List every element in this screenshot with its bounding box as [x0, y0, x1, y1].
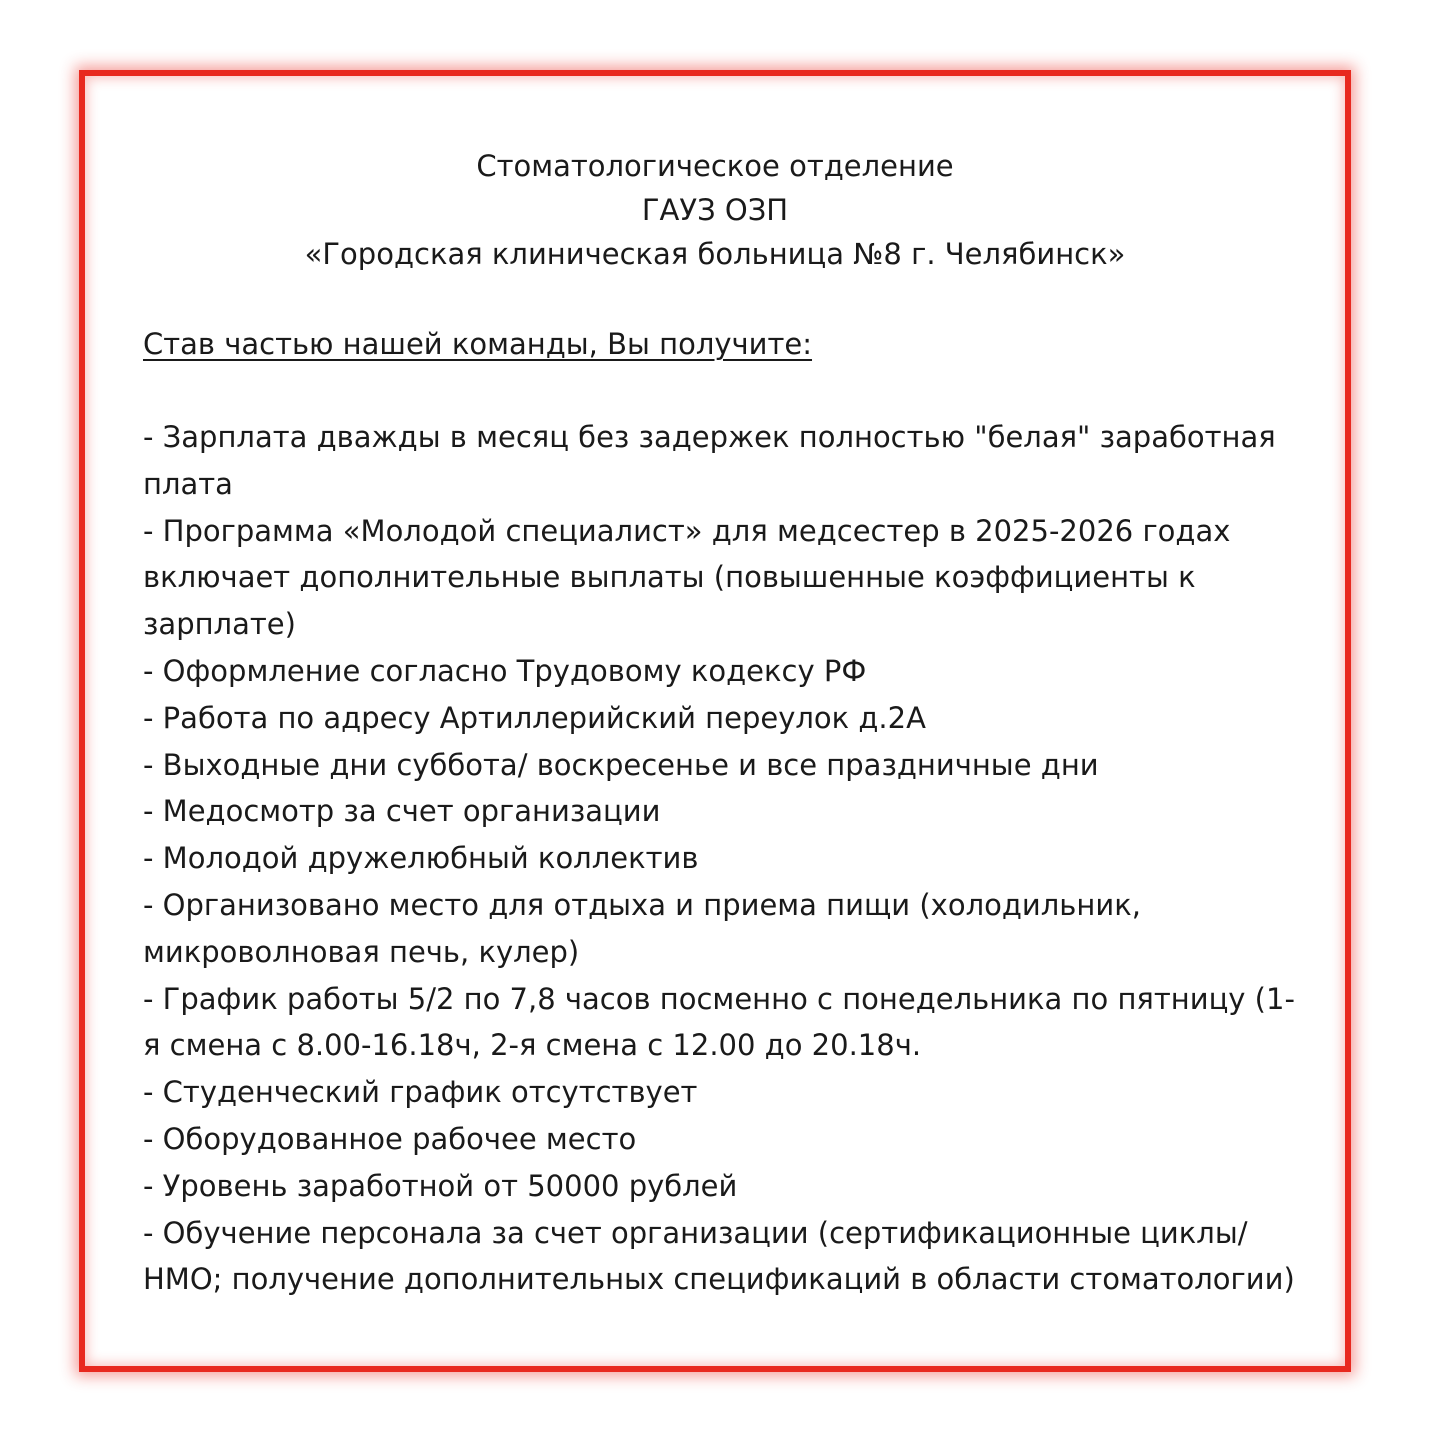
- benefit-item: - Обучение персонала за счет организации (сертификационные циклы/ НМО; получение дополнительных спецификаций в области стоматологии): [143, 1215, 1295, 1297]
- benefit-item: - Организовано место для отдыха и приема пищи (холодильник, микроволновая печь, кулер): [143, 887, 1141, 969]
- benefit-item: - Молодой дружелюбный коллектив: [143, 841, 699, 876]
- benefit-item: - Работа по адресу Артиллерийский переулок д.2А: [143, 700, 926, 735]
- benefit-item: - График работы 5/2 по 7,8 часов посменно с понедельника по пятницу (1-я смена с 8.00-16.18ч, 2-я смена с 12.00 до 20.18ч.: [143, 981, 1295, 1063]
- benefits-list: [143, 414, 1303, 1303]
- header-hospital-name: «Городская клиническая больница №8 г. Челябинск»: [304, 237, 1126, 271]
- benefit-item: - Выходные дни суббота/ воскресенье и все праздничные дни: [143, 747, 1099, 782]
- benefit-item: - Оборудованное рабочее место: [143, 1121, 637, 1156]
- benefit-item: - Студенческий график отсутствует: [143, 1075, 698, 1110]
- header-organization: ГАУЗ ОЗП: [641, 193, 789, 227]
- red-frame: [79, 70, 1351, 1372]
- benefit-item: - Программа «Молодой специалист» для медсестер в 2025-2026 годах включает дополнительные выплаты (повышенные коэффициенты к зарплате): [143, 513, 1231, 642]
- header-department: Стоматологическое отделение: [476, 149, 954, 183]
- benefit-item: - Оформление согласно Трудовому кодексу РФ: [143, 653, 867, 688]
- benefits-heading: Став частью нашей команды, Вы получите:: [143, 327, 813, 361]
- benefit-item: - Медосмотр за счет организации: [143, 794, 661, 829]
- benefit-item: - Уровень заработной от 50000 рублей: [143, 1168, 738, 1203]
- benefit-item: - Зарплата дважды в месяц без задержек полностью "белая" заработная плата: [143, 420, 1276, 501]
- header: [85, 144, 1345, 276]
